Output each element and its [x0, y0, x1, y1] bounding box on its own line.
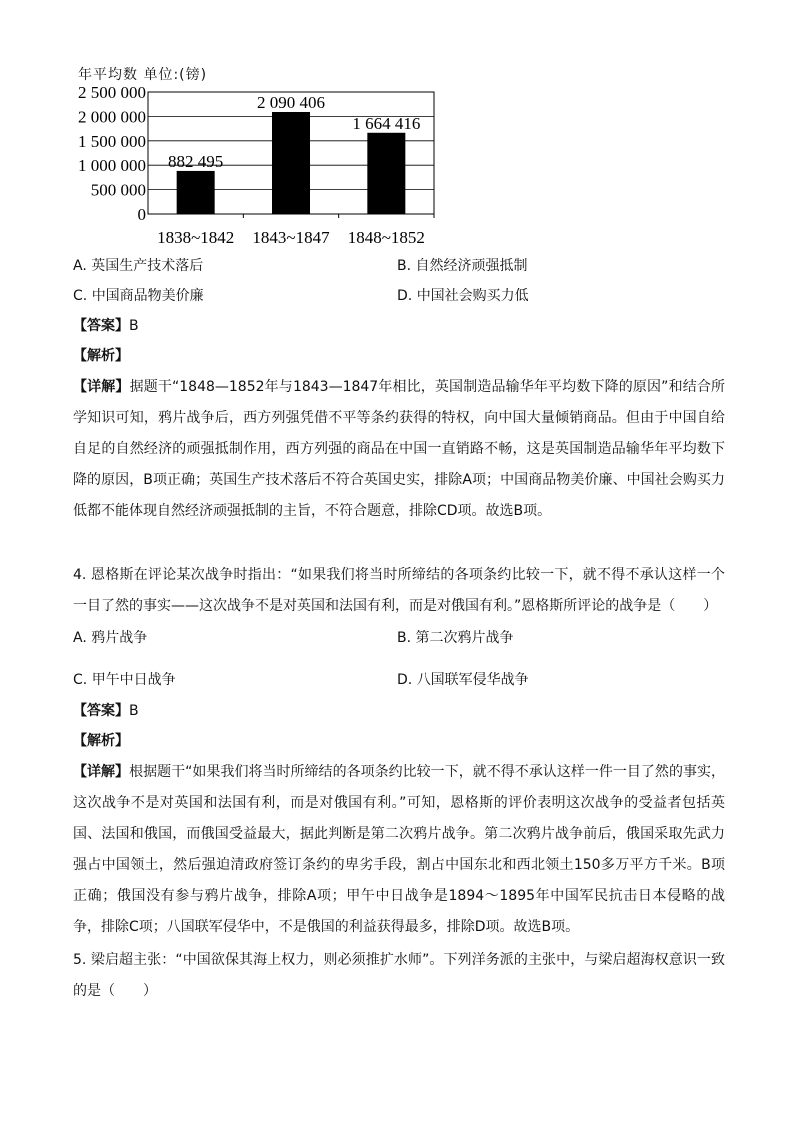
q4-option-a-text: 鸦片战争	[91, 630, 148, 646]
q3-analysis-tag: 【解析】	[73, 348, 129, 364]
q3-answer-value: B	[129, 318, 139, 334]
q4-option-d-letter: D.	[397, 672, 413, 688]
q3-option-a-letter: A.	[73, 258, 87, 274]
y-tick-label: 2 000 000	[78, 107, 146, 127]
q3-option-c-letter: C.	[73, 288, 88, 304]
q5-stem: 5. 梁启超主张：“中国欲保其海上权力，则必须推扩水师”。下列洋务派的主张中，与梁启超海权意识一致的是（ ）	[73, 952, 725, 999]
chart-ylabel: 年平均数 单位:(镑)	[78, 67, 208, 83]
q4-analysis-tag: 【解析】	[73, 733, 129, 749]
q3-option-b-text: 自然经济顽强抵制	[415, 258, 528, 274]
q3-option-b-letter: B.	[397, 258, 412, 274]
y-tick-label: 2 500 000	[78, 83, 146, 102]
q4-detail-text: 根据题干“如果我们将当时所缔结的各项条约比较一下，就不得不承认这样一件一目了然的事实，这次战争不是对英国和法国有利，而是对俄国有利。”可知，恩格斯的评价表明这次战争的受益者包括英国、法国和俄国，而俄国受益最大，据此判断是第二次鸦片战争。第二次鸦片战争前后，俄国采取先武力强占中国领土，然后强迫清政府签订条约的卑劣手段，割占中国东北和西北领土150多万平方千米。B项正确；俄国没有参与鸦片战争，排除A项；甲午中日战争是1894～1895年中国军民抗击日本侵略的战争，排除C项；八国联军侵华中，不是俄国的利益获得最多，排除D项。故选B项。	[73, 764, 725, 935]
q3-detail-tag: 【详解】	[73, 379, 130, 395]
q3-answer-tag: 【答案】	[73, 318, 129, 334]
q4-option-b[interactable]	[397, 628, 514, 648]
y-tick-label: 1 500 000	[78, 131, 146, 151]
bar	[367, 133, 405, 214]
q4-option-d[interactable]	[397, 670, 529, 690]
q4-answer-tag: 【答案】	[73, 703, 129, 719]
q3-option-c[interactable]	[73, 286, 204, 306]
q4-option-c[interactable]	[73, 670, 176, 690]
q3-option-d-letter: D.	[397, 288, 413, 304]
q4-detail	[73, 757, 725, 943]
revenue-bar-chart	[60, 62, 460, 247]
chart-canvas	[60, 62, 460, 247]
q4-stem: 4. 恩格斯在评论某次战争时指出：“如果我们将当时所缔结的各项条约比较一下，就不得不承认这样一个一目了然的事实——这次战争不是对英国和法国有利，而是对俄国有利。”恩格斯所评论的战争是（ ）	[73, 567, 725, 614]
q4-option-b-letter: B.	[397, 630, 412, 646]
q4-answer	[73, 701, 139, 721]
bar-value-label: 2 090 406	[257, 92, 325, 112]
q3-option-c-text: 中国商品物美价廉	[91, 288, 204, 304]
x-tick-label: 1848~1852	[347, 228, 425, 247]
y-tick-label: 0	[137, 205, 146, 224]
q3-detail-text: 据题干“1848—1852年与1843—1847年相比，英国制造品输华年平均数下降的原因”和结合所学知识可知，鸦片战争后，西方列强凭借不平等条约获得的特权，向中国大量倾销商品。但由于中国自给自足的自然经济的顽强抵制作用，西方列强的商品在中国一直销路不畅，这是英国制造品输华年平均数下降的原因，B项正确；英国生产技术落后不符合英国史实，排除A项；中国商品物美价廉、中国社会购买力低都不能体现自然经济顽强抵制的主旨，不符合题意，排除CD项。故选B项。	[73, 379, 725, 519]
bar	[272, 112, 310, 214]
q4-answer-value: B	[129, 703, 139, 719]
q3-option-d[interactable]	[397, 286, 529, 306]
q3-answer	[73, 316, 139, 336]
q3-option-d-text: 中国社会购买力低	[416, 288, 529, 304]
x-tick-label: 1843~1847	[252, 228, 330, 247]
q3-detail	[73, 372, 725, 527]
q3-option-a-text: 英国生产技术落后	[91, 258, 204, 274]
q4-option-a[interactable]	[73, 628, 147, 648]
q4-option-b-text: 第二次鸦片战争	[415, 630, 514, 646]
q3-option-b[interactable]	[397, 256, 528, 276]
q4-detail-tag: 【详解】	[73, 764, 130, 780]
q4-option-c-text: 甲午中日战争	[91, 672, 176, 688]
x-tick-label: 1838~1842	[157, 228, 235, 247]
bar	[177, 171, 215, 214]
q4-option-a-letter: A.	[73, 630, 87, 646]
q4-option-d-text: 八国联军侵华战争	[416, 672, 529, 688]
q4-option-c-letter: C.	[73, 672, 88, 688]
q3-option-a[interactable]	[73, 256, 203, 276]
bar-value-label: 1 664 416	[352, 113, 421, 133]
bar-value-label: 882 495	[168, 151, 224, 171]
y-tick-label: 1 000 000	[78, 156, 146, 176]
y-tick-label: 500 000	[90, 180, 146, 200]
